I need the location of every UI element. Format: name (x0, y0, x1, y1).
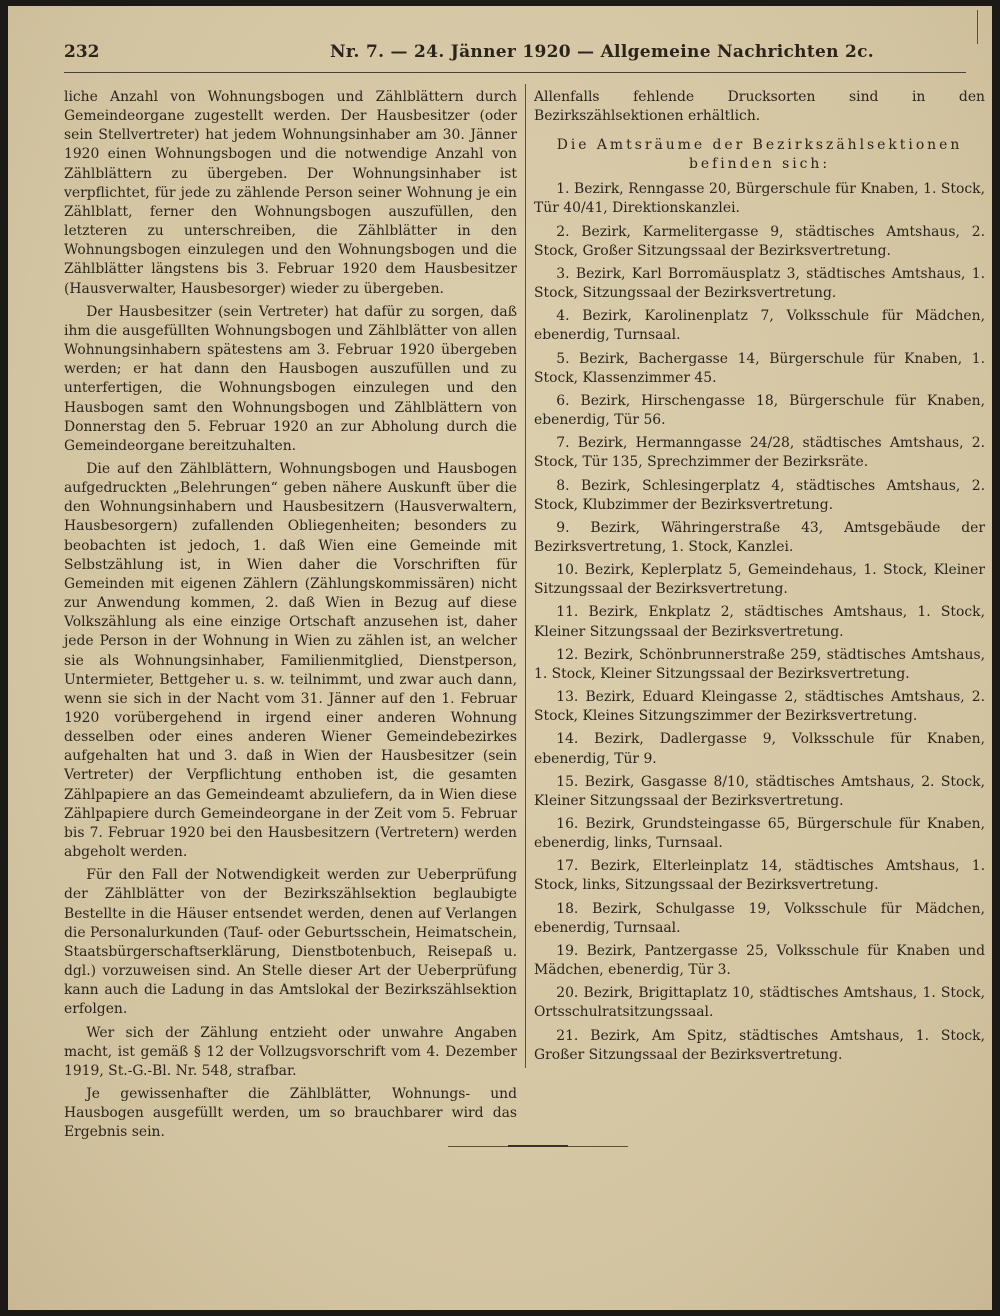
end-rule-accent (508, 1145, 568, 1147)
district-entry: 1. Bezirk, Renngasse 20, Bürgerschule für Knaben, 1. Stock, Tür 40/41, Direktionskanzlei. (534, 181, 985, 217)
header-rule (64, 72, 966, 73)
paragraph: Der Hausbesitzer (sein Vertreter) hat dafür zu sorgen, daß ihm die ausgefüllten Wohnungsbogen und Zählblätter von allen Wohnungsinhabern spätestens am 3. Februar 1920 übergeben werden; er hat dann den Hausbogen auszufüllen und zu unterfertigen, die Wohnungsbogen einzulegen und den Hausbogen samt den Wohnungsbogen und Zählblättern von Donnerstag den 5. Februar 1920 an zur Abholung durch die Gemeindeorgane bereitzuhalten. (64, 303, 517, 454)
district-entry: 8. Bezirk, Schlesingerplatz 4, städtisches Amtshaus, 2. Stock, Klubzimmer der Bezirksvertretung. (534, 477, 985, 513)
newspaper-page (8, 6, 992, 1310)
district-entry: 17. Bezirk, Elterleinplatz 14, städtisches Amtshaus, 1. Stock, links, Sitzungssaal der Bezirksvertretung. (534, 858, 985, 894)
district-entry: 5. Bezirk, Bachergasse 14, Bürgerschule für Knaben, 1. Stock, Klassenzimmer 45. (534, 350, 985, 386)
page-edge-mark (977, 10, 978, 44)
paragraph: Wer sich der Zählung entzieht oder unwahre Angaben macht, ist gemäß § 12 der Vollzugsvorschrift vom 4. Dezember 1919, St.-G.-Bl. Nr. 548, strafbar. (64, 1024, 517, 1079)
district-entry: 3. Bezirk, Karl Borromäusplatz 3, städtisches Amtshaus, 1. Stock, Sitzungssaal der Bezirksvertretung. (534, 265, 985, 302)
section-heading: Die Amtsräume der Bezirkszählsektionen befinden sich: (556, 137, 963, 173)
district-entry: 13. Bezirk, Eduard Kleingasse 2, städtisches Amtshaus, 2. Stock, Kleines Sitzungszimmer der Bezirksvertretung. (534, 689, 985, 725)
district-entry: 12. Bezirk, Schönbrunnerstraße 259, städtisches Amtshaus, 1. Stock, Kleiner Sitzungssaal der Bezirksvertretung. (534, 646, 985, 682)
running-title: Nr. 7. — 24. Jänner 1920 — Allgemeine Nachrichten 2c. (330, 42, 874, 62)
right-column (534, 88, 985, 1069)
district-entry: 2. Bezirk, Karmelitergasse 9, städtisches Amtshaus, 2. Stock, Großer Sitzungssaal der Bezirksvertretung. (534, 223, 985, 259)
page-number: 232 (64, 42, 100, 62)
paragraph: Die auf den Zählblättern, Wohnungsbogen und Hausbogen aufgedruckten „Belehrungen“ geben nähere Auskunft über die den Wohnungsinhabern und Hausbesitzern (Hausverwaltern, Hausbesorgern) zufallenden Obliegenheiten; besonders zu beobachten ist jedoch, 1. daß Wien eine Gemeinde mit Selbstzählung ist, in Wien daher die Vorschriften für Gemeinden mit eigenen Zählern (Zählungskommissären) nicht zur Anwendung kommen, 2. daß Wien in Bezug auf diese Volkszählung als eine einzige Ortschaft anzusehen ist, daher jede Person in der Wohnung in Wien zu zählen ist, an welcher sie als Wohnungsinhaber, Familienmitglied, Dienstperson, Untermieter, Bettgeher u. s. w. teilnimmt, und zwar auch dann, wenn sie sich in der Nacht vom 31. Jänner auf den 1. Februar 1920 vorübergehend in irgend einer anderen Wohnung desselben oder eines anderen Wiener Gemeindebezirkes aufgehalten hat und 3. daß in Wien der Hausbesitzer (sein Vertreter) der Verpflichtung enthoben ist, die gesamten Zählpapiere an das Gemeindeamt abzuliefern, da in Wien diese Zählpapiere durch Gemeindeorgane in der Zeit vom 5. Februar bis 7. Februar 1920 bei den Hausbesitzern (Vertretern) werden abgeholt werden. (64, 460, 517, 861)
district-entry: 18. Bezirk, Schulgasse 19, Volksschule für Mädchen, ebenerdig, Turnsaal. (534, 900, 985, 936)
column-divider (525, 84, 526, 1068)
paragraph: liche Anzahl von Wohnungsbogen und Zählblättern durch Gemeindeorgane zugestellt werden. Der Hausbesitzer (oder sein Stellvertreter) hat jedem Wohnungsinhaber am 30. Jänner 1920 einen Wohnungsbogen und die notwendige Anzahl von Zählblättern zu übergeben. Der Wohnungsinhaber ist verpflichtet, für jede zu zählende Person seiner Wohnung je ein Zählblatt, ferner den Wohnungsbogen auszufüllen, den letzteren zu unterschreiben, die Zählblätter in den Wohnungsbogen einzulegen und den Wohnungsbogen und die Zählblätter längstens bis 3. Februar 1920 dem Hausbesitzer (Hausverwalter, Hausbesorger) wieder zu übergeben. (64, 89, 517, 297)
intro-paragraph: Allenfalls fehlende Drucksorten sind in den Bezirkszählsektionen erhältlich. (534, 89, 985, 125)
district-entry: 4. Bezirk, Karolinenplatz 7, Volksschule für Mädchen, ebenerdig, Turnsaal. (534, 308, 985, 344)
paragraph: Für den Fall der Notwendigkeit werden zur Ueberprüfung der Zählblätter von der Bezirkszählsektion beglaubigte Bestellte in die Häuser entsendet werden, denen auf Verlangen die Personalurkunden (Tauf- oder Geburtsschein, Heimatschein, Staatsbürgerschaftserklärung, Dienstbotenbuch, Reisepaß u. dgl.) vorzuweisen sind. An Stelle dieser Art der Ueberprüfung kann auch die Ladung in das Amtslokal der Bezirkszählsektion erfolgen. (64, 867, 517, 1018)
district-entry: 7. Bezirk, Hermanngasse 24/28, städtisches Amtshaus, 2. Stock, Tür 135, Sprechzimmer der Bezirksräte. (534, 435, 985, 471)
district-entry: 19. Bezirk, Pantzergasse 25, Volksschule für Knaben und Mädchen, ebenerdig, Tür 3. (534, 942, 985, 979)
district-entry: 15. Bezirk, Gasgasse 8/10, städtisches Amtshaus, 2. Stock, Kleiner Sitzungssaal der Bezirksvertretung. (534, 773, 985, 809)
left-column (64, 88, 517, 1146)
district-entry: 6. Bezirk, Hirschengasse 18, Bürgerschule für Knaben, ebenerdig, Tür 56. (534, 392, 985, 429)
district-entry: 11. Bezirk, Enkplatz 2, städtisches Amtshaus, 1. Stock, Kleiner Sitzungssaal der Bezirksvertretung. (534, 604, 985, 640)
district-entry: 14. Bezirk, Dadlergasse 9, Volksschule für Knaben, ebenerdig, Tür 9. (534, 731, 985, 767)
paragraph: Je gewissenhafter die Zählblätter, Wohnungs- und Hausbogen ausgefüllt werden, um so brauchbarer wird das Ergebnis sein. (64, 1085, 517, 1141)
district-entry: 20. Bezirk, Brigittaplatz 10, städtisches Amtshaus, 1. Stock, Ortsschulratsitzungssaal. (534, 985, 985, 1021)
district-entry: 9. Bezirk, Währingerstraße 43, Amtsgebäude der Bezirksvertretung, 1. Stock, Kanzlei. (534, 519, 985, 555)
district-entry: 10. Bezirk, Keplerplatz 5, Gemeindehaus, 1. Stock, Kleiner Sitzungssaal der Bezirksvertretung. (534, 562, 985, 598)
district-entry: 21. Bezirk, Am Spitz, städtisches Amtshaus, 1. Stock, Großer Sitzungssaal der Bezirksvertretung. (534, 1027, 985, 1063)
district-entry: 16. Bezirk, Grundsteingasse 65, Bürgerschule für Knaben, ebenerdig, links, Turnsaal. (534, 816, 985, 852)
page-header (64, 42, 962, 66)
